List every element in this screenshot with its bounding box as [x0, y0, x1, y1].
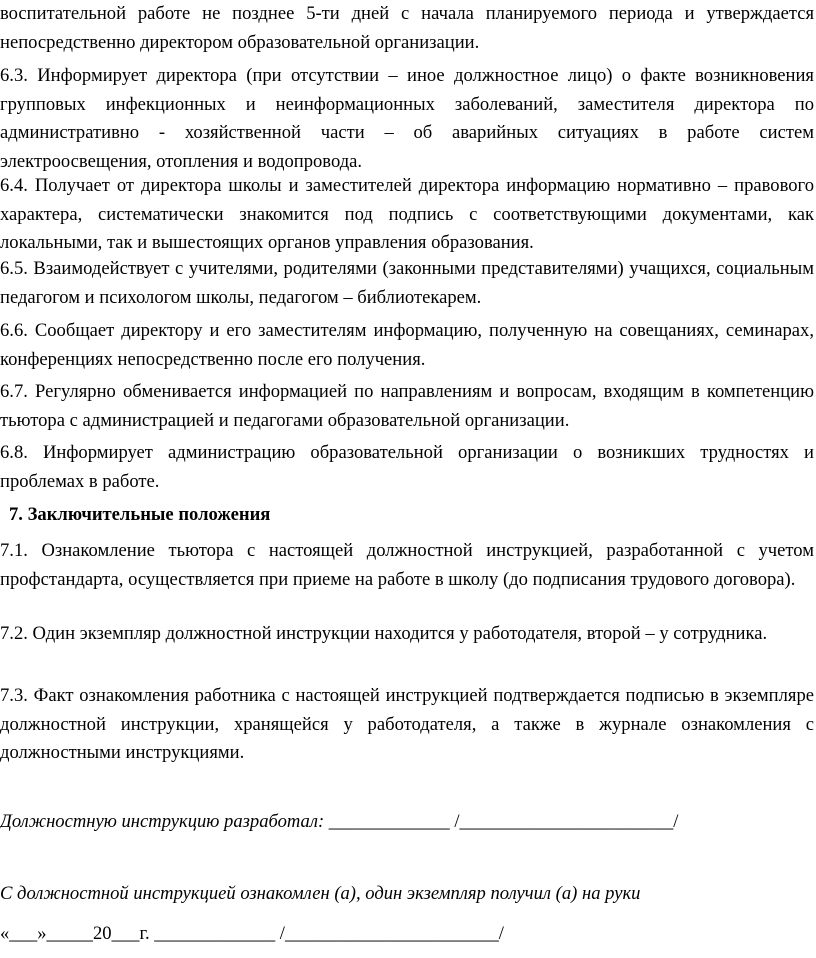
item-7-2: 7.2. Один экземпляр должностной инструкции находится у работодателя, второй – у сотрудника. — [0, 623, 768, 644]
item-6-7: 6.7. Регулярно обменивается информацией по направлениям и вопросам, входящим в компетенцию тьютора с администрацией и педагогами образовательной организации. — [0, 381, 814, 431]
item-7-3: 7.3. Факт ознакомления работника с настоящей инструкцией подтверждается подписью в экземпляре должностной инструкции, хранящейся у работодателя, а также в журнале ознакомления с должностными инструкциями. — [0, 685, 814, 763]
developer-signature-line — [0, 808, 678, 837]
developer-signature-blanks: _____________ /_______________________/ — [324, 811, 679, 832]
date-signature-line: «___»_____20___г. _____________ /_______________________/ — [0, 923, 504, 944]
intro-paragraph: воспитательной работе не позднее 5-ти дней с начала планируемого периода и утверждается непосредственно директором образовательной организации. — [0, 3, 814, 53]
item-6-4: 6.4. Получает от директора школы и заместителей директора информацию нормативно – правового характера, систематически знакомится под подпись с соответствующими документами, как локальными, так и вышестоящих органов управления образования. — [0, 175, 814, 253]
item-6-6: 6.6. Сообщает директору и его заместителям информацию, полученную на совещаниях, семинарах, конференциях непосредственно после его получения. — [0, 320, 814, 370]
section-heading: 7. Заключительные положения — [9, 504, 271, 525]
developer-signature-label: Должностную инструкцию разработал: — [0, 811, 325, 832]
item-6-3: 6.3. Информирует директора (при отсутствии – иное должностное лицо) о факте возникновения групповых инфекционных и неинформационных заболеваний, заместителя директора по административно - хозяйственной части – об аварийных ситуациях в работе систем электроосвещения, отопления и водопровода. — [0, 65, 814, 172]
item-6-8: 6.8. Информирует администрацию образовательной организации о возникших трудностях и проблемах в работе. — [0, 442, 814, 492]
acquaintance-statement: С должностной инструкцией ознакомлен (а), один экземпляр получил (а) на руки — [0, 883, 641, 904]
item-6-5: 6.5. Взаимодействует с учителями, родителями (законными представителями) учащихся, социальным педагогом и психологом школы, педагогом – библиотекарем. — [0, 258, 814, 308]
item-7-1: 7.1. Ознакомление тьютора с настоящей должностной инструкцией, разработанной с учетом профстандарта, осуществляется при приеме на работе в школу (до подписания трудового договора). — [0, 540, 814, 590]
